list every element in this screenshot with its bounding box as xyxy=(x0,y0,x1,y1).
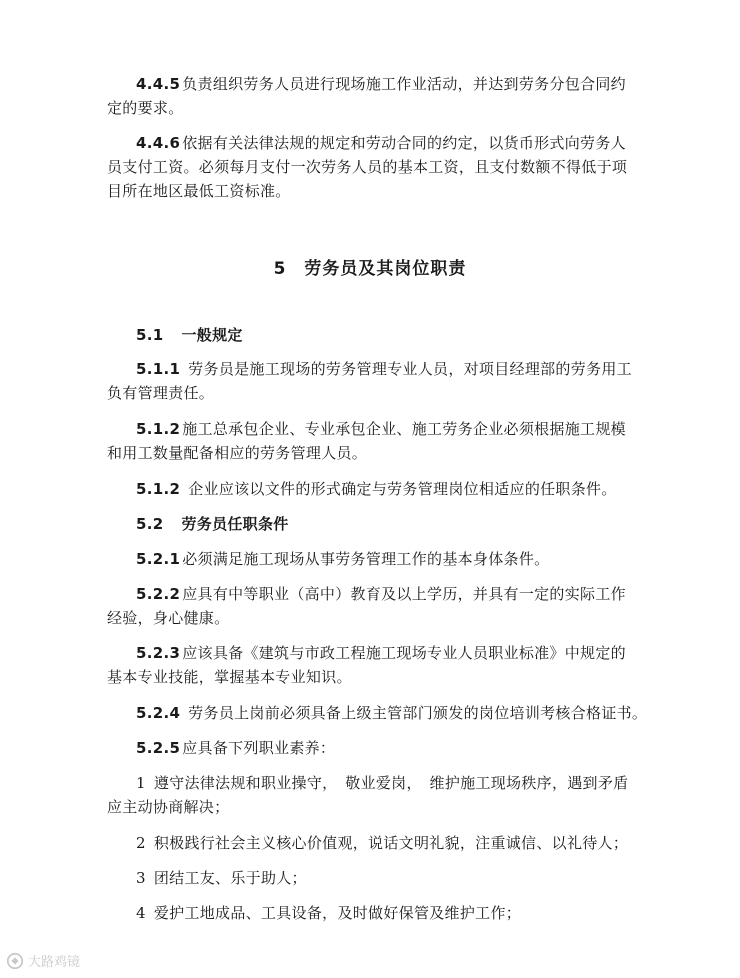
item-text: 遵守法律法规和职业操守， 敬业爱岗， 维护施工现场秩序，遇到矛盾 xyxy=(153,774,629,792)
clause-number: 5.1.2 xyxy=(136,420,181,438)
item-number: 3 xyxy=(136,869,146,887)
chapter-title-text: 劳务员及其岗位职责 xyxy=(304,259,467,279)
chapter-title xyxy=(0,254,740,279)
item-text: 团结工友、乐于助人； xyxy=(153,869,307,887)
item-1-line1 xyxy=(136,774,628,792)
chapter-number: 5 xyxy=(273,259,287,279)
clause-number: 5.1.2 xyxy=(136,480,181,498)
watermark xyxy=(6,951,80,970)
section-5-1-heading xyxy=(136,326,243,344)
watermark-text: 大路鸡镜 xyxy=(28,955,81,970)
clause-text: 负责组织劳务人员进行现场施工作业活动，并达到劳务分包合同约 xyxy=(182,75,626,93)
clause-number: 5.2.3 xyxy=(136,644,181,662)
clause-text: 应具备下列职业素养： xyxy=(182,739,336,757)
item-text: 爱护工地成品、工具设备，及时做好保管及维护工作； xyxy=(153,904,522,922)
clause-5-2-1-line1 xyxy=(136,550,549,568)
clause-4-4-5-line1 xyxy=(136,75,626,93)
clause-number: 4.4.5 xyxy=(136,75,181,93)
section-title: 劳务员任职条件 xyxy=(181,515,289,533)
clause-5-2-4-line1 xyxy=(136,704,647,722)
clause-number: 5.2.5 xyxy=(136,739,181,757)
clause-5-2-5-line1 xyxy=(136,739,335,757)
clause-5-2-2-line1 xyxy=(136,585,626,603)
clause-5-1-1-line2: 负有管理责任。 xyxy=(107,384,215,402)
clause-number: 5.1.1 xyxy=(136,360,181,378)
clause-5-2-3-line2: 基本专业技能，掌握基本专业知识。 xyxy=(107,668,352,686)
clause-text: 依据有关法律法规的规定和劳动合同的约定，以货币形式向劳务人 xyxy=(182,134,626,152)
clause-number: 5.2.4 xyxy=(136,704,181,722)
clause-4-4-6-line1 xyxy=(136,134,626,152)
clause-4-4-6-line3: 目所在地区最低工资标准。 xyxy=(107,182,291,200)
item-text: 积极践行社会主义核心价值观，说话文明礼貌，注重诚信、以礼待人； xyxy=(153,834,629,852)
clause-text: 企业应该以文件的形式确定与劳务管理岗位相适应的任职条件。 xyxy=(188,480,617,498)
clause-5-2-3-line1 xyxy=(136,644,626,662)
clause-text: 劳务员是施工现场的劳务管理专业人员，对项目经理部的劳务用工 xyxy=(188,360,632,378)
clause-text: 应该具备《建筑与市政工程施工现场专业人员职业标准》中规定的 xyxy=(182,644,626,662)
item-3-line1 xyxy=(136,869,307,887)
section-title: 一般规定 xyxy=(181,326,243,344)
clause-number: 5.2.1 xyxy=(136,550,181,568)
clause-4-4-6-line2: 员支付工资。必须每月支付一次劳务人员的基本工资，且支付数额不得低于项 xyxy=(107,158,628,176)
section-5-2-heading xyxy=(136,515,289,533)
item-number: 2 xyxy=(136,834,146,852)
clause-number: 5.2.2 xyxy=(136,585,181,603)
clause-5-1-2-line1 xyxy=(136,420,626,438)
clause-5-1-1-line1 xyxy=(136,360,632,378)
clause-5-2-2-line2: 经验，身心健康。 xyxy=(107,609,230,627)
clause-number: 4.4.6 xyxy=(136,134,181,152)
item-number: 4 xyxy=(136,904,146,922)
item-4-line1 xyxy=(136,904,521,922)
clause-5-1-2b-line1 xyxy=(136,480,617,498)
clause-text: 必须满足施工现场从事劳务管理工作的基本身体条件。 xyxy=(182,550,550,568)
section-number: 5.2 xyxy=(136,515,164,533)
clause-text: 劳务员上岗前必须具备上级主管部门颁发的岗位培训考核合格证书。 xyxy=(188,704,648,722)
clause-4-4-5-line2: 定的要求。 xyxy=(107,99,184,117)
item-1-line2: 应主动协商解决； xyxy=(107,798,230,816)
item-number: 1 xyxy=(136,774,146,792)
item-2-line1 xyxy=(136,834,628,852)
section-number: 5.1 xyxy=(136,326,164,344)
clause-text: 施工总承包企业、专业承包企业、施工劳务企业必须根据施工规模 xyxy=(182,420,626,438)
clause-text: 应具有中等职业（高中）教育及以上学历，并具有一定的实际工作 xyxy=(182,585,626,603)
watermark-logo-icon xyxy=(6,952,24,970)
clause-5-1-2-line2: 和用工数量配备相应的劳务管理人员。 xyxy=(107,444,368,462)
